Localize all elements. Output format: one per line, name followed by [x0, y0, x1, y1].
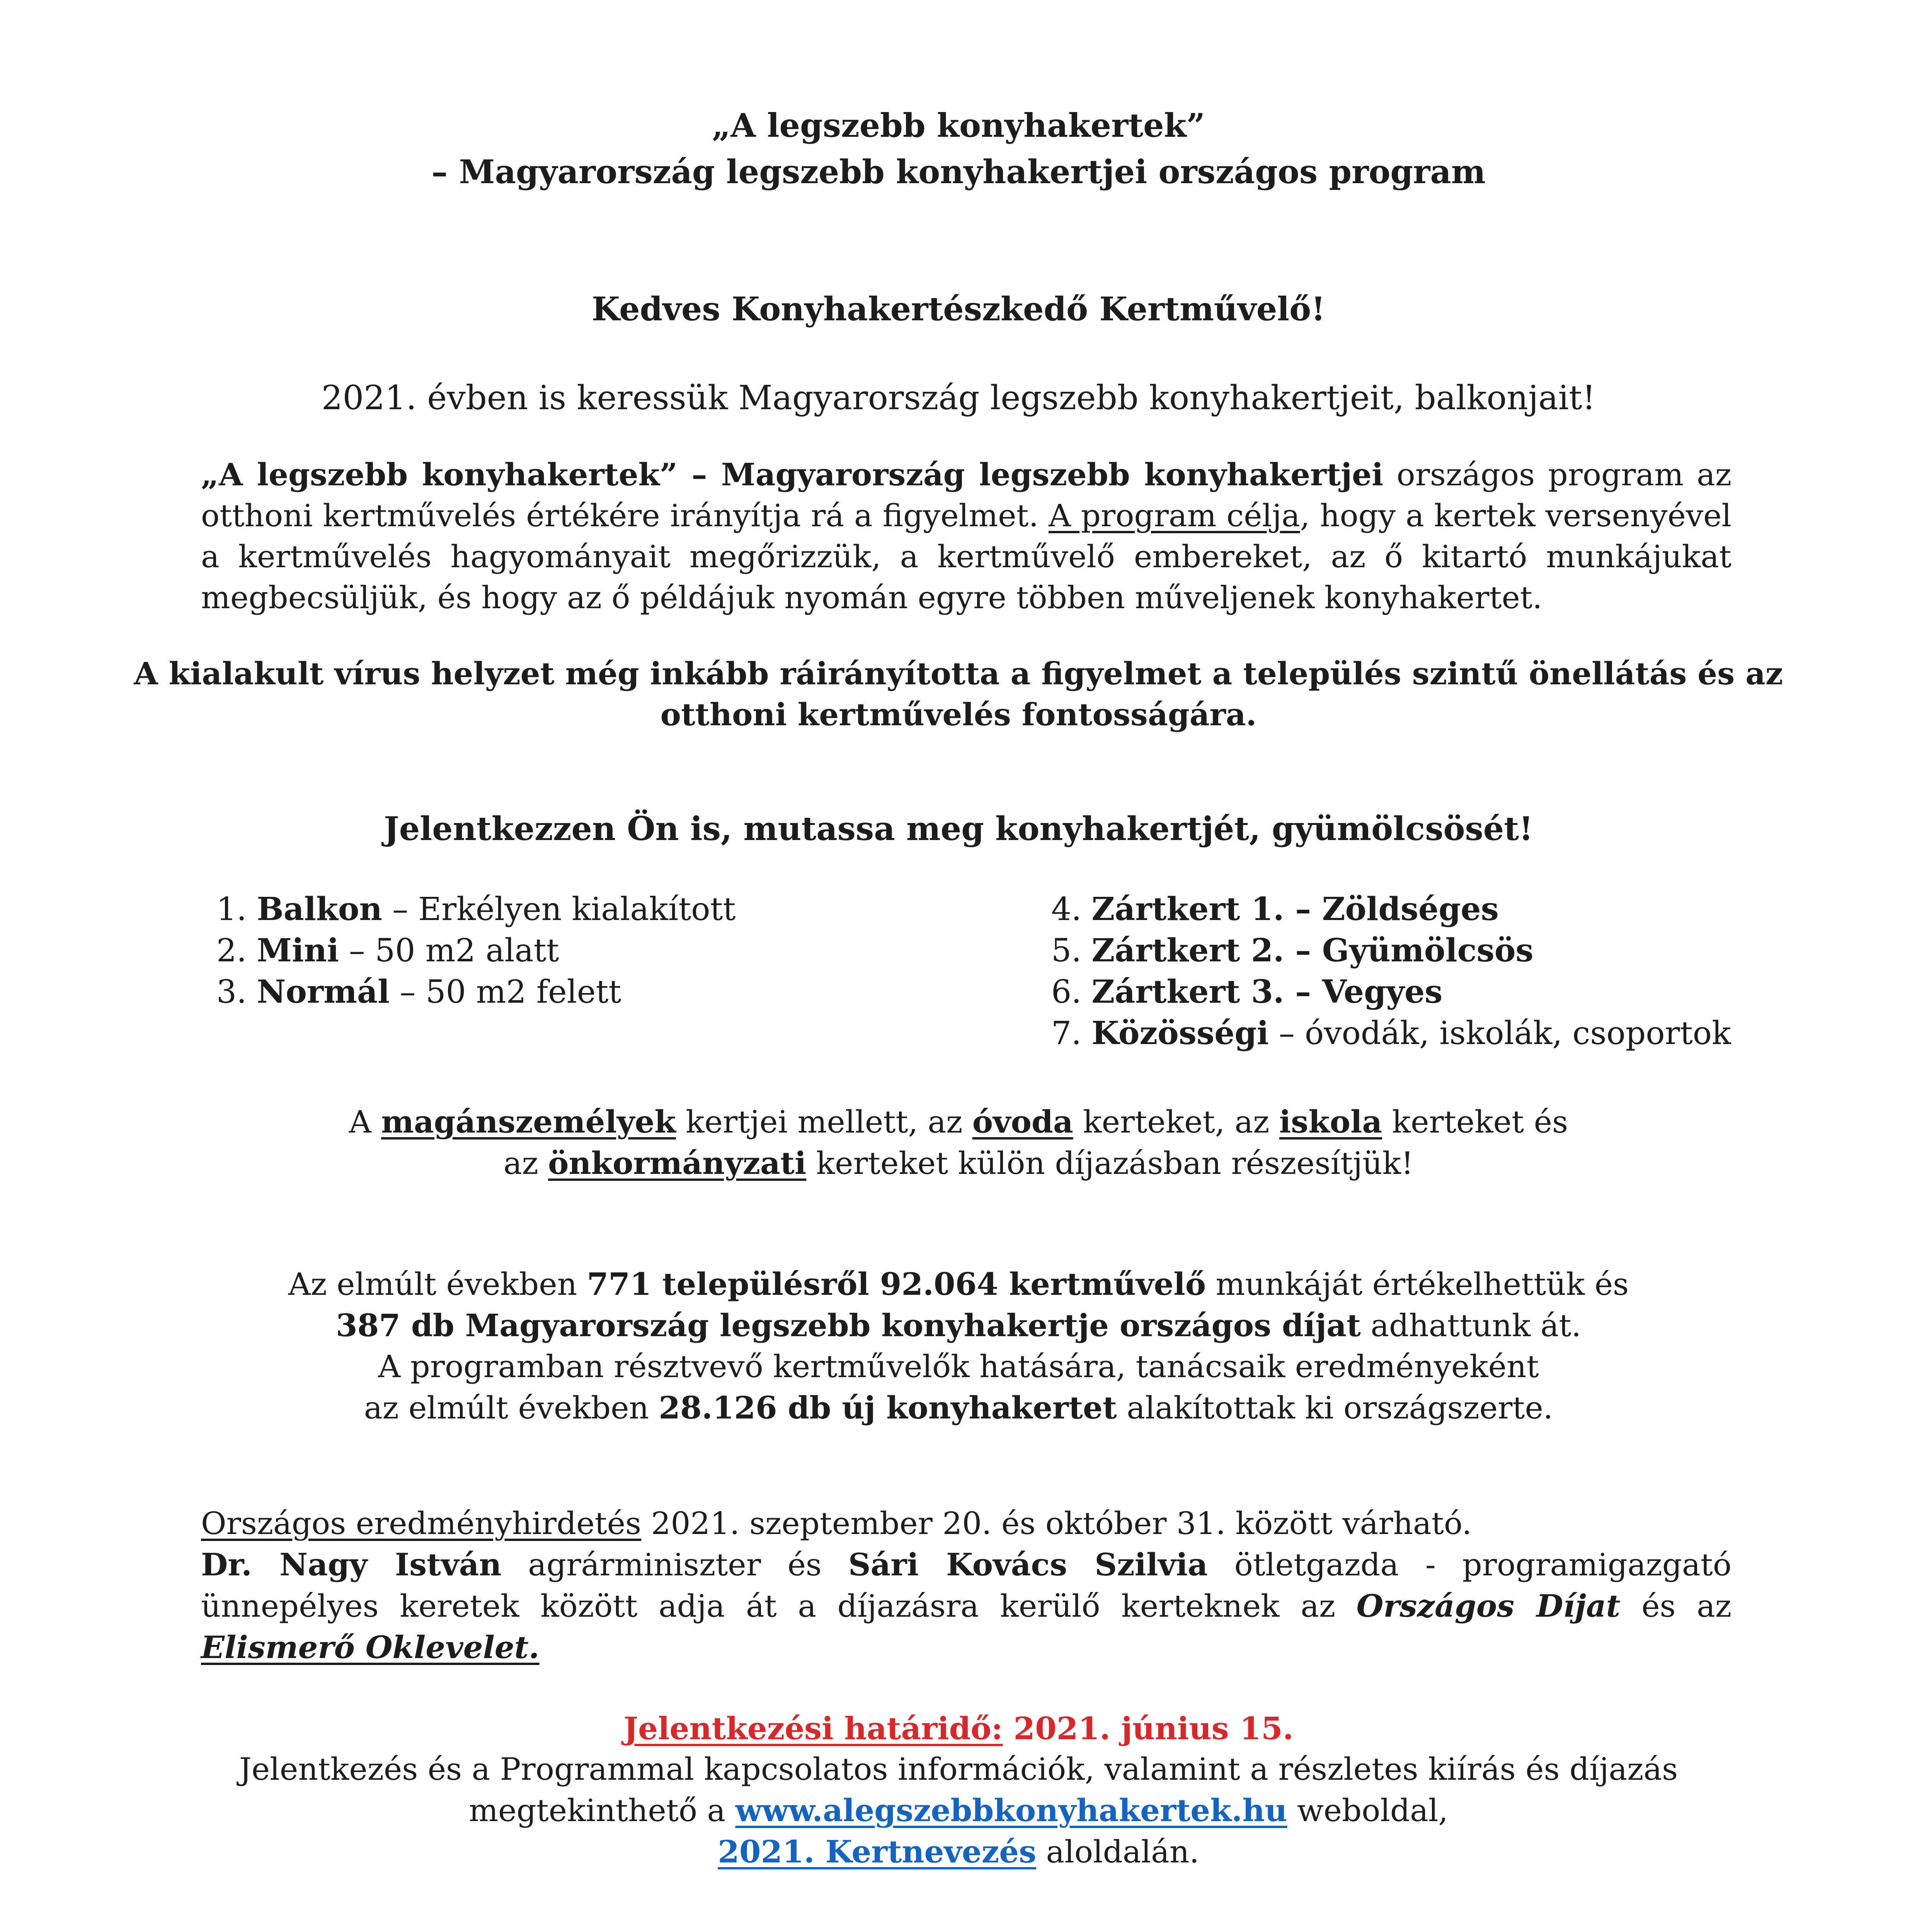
category-item: 3. Normál – 50 m2 felett [216, 973, 621, 1010]
category-item: 7. Közösségi – óvodák, iskolák, csoportok [1051, 1015, 1731, 1052]
category-item: 6. Zártkert 3. – Vegyes [1051, 973, 1443, 1010]
intro-program-goal: A program célja [1049, 498, 1300, 534]
kindergarten: óvoda [972, 1104, 1073, 1140]
statistics: Az elmúlt években 771 településről 92.064 kertművelő munkáját értékelhettük és 387 db Magyarország legszebb konyhakertje országos díjat adhattunk át. A programban résztvevő kertművelők hatására, tanácsaik eredményeként az elmúlt években 28.126 db új konyhakertet alakítottak ki országszerte. [288, 1266, 1629, 1426]
website-link[interactable]: www.alegszebbkonyhakertek.hu [735, 1792, 1287, 1828]
municipal: önkormányzati [548, 1145, 807, 1181]
virus-note [0, 653, 1917, 735]
category-item: 2. Mini – 50 m2 alatt [216, 932, 559, 969]
deadline-label: Jelentkezési határidő: [623, 1710, 1003, 1747]
intro-program-name: „A legszebb konyhakertek” – Magyarország legszebb konyhakertjei [201, 456, 1384, 493]
greeting: Kedves Konyhakertészkedő Kertművelő! [591, 290, 1326, 328]
category-item: 5. Zártkert 2. – Gyümölcsös [1051, 932, 1534, 969]
category-item: 4. Zártkert 1. – Zöldséges [1051, 891, 1499, 928]
title-line-2: – Magyarország legszebb konyhakertjei országos program [431, 153, 1486, 191]
category-item: 1. Balkon – Erkélyen kialakított [216, 891, 736, 928]
title-line-1: „A legszebb konyhakertek” [712, 106, 1205, 145]
minister-name: Dr. Nagy István [201, 1546, 502, 1583]
categories-left [216, 889, 989, 1013]
document-title [0, 102, 1917, 195]
private-persons: magánszemélyek [381, 1104, 676, 1140]
director-name: Sári Kovács Szilvia [848, 1546, 1208, 1583]
intro-text-1: országos program az otthoni kertművelés értékére irányítja rá a figyelmet. [201, 457, 1731, 534]
results-label: Országos eredményhirdetés [201, 1505, 642, 1541]
subpage-link[interactable]: 2021. Kertnevezés [718, 1833, 1037, 1870]
intro-text-2: , hogy a kertek versenyével a kertművelés hagyományait megőrizzük, a kertművelő embereket, az ő kitartó munkájukat megbecsüljük, és hogy az ő példájuk nyomán egyre többen műveljenek konyhakertet. [201, 498, 1731, 616]
results-announcement: Országos eredményhirdetés 2021. szeptember 20. és október 31. között várható. Dr. Nagy István agrárminiszter és Sári Kovács Szilvia ötletgazda - programigazgató ünnepélyes keretek között adja át a díjazásra kerülő kerteknek az Országos Díjat és az Elismerő Oklevelet. [201, 1505, 1732, 1665]
intro-paragraph [201, 454, 1731, 618]
awards-note: A magánszemélyek kertjei mellett, az óvoda kerteket, az iskola kerteket és az önkormányzati kerteket külön díjazásban részesítjük! [349, 1104, 1568, 1181]
virus-note-line-2: otthoni kertművelés fontosságára. [660, 696, 1257, 733]
deadline-block: Jelentkezési határidő: 2021. június 15. Jelentkezés és a Programmal kapcsolatos információk, valamint a részletes kiírás és díjazás megtekinthető a www.alegszebbkonyhakertek.hu weboldal, 2021. Kertnevezés aloldalán. [239, 1710, 1678, 1870]
virus-note-line-1: A kialakult vírus helyzet még inkább ráirányította a figyelmet a település szintű önellátás és az [134, 655, 1783, 692]
headline: 2021. évben is keressük Magyarország legszebb konyhakertjeit, balkonjait! [321, 379, 1596, 417]
call-to-apply: Jelentkezzen Ön is, mutassa meg konyhakertjét, gyümölcsösét! [384, 810, 1533, 848]
categories-right [1051, 889, 1824, 1054]
school: iskola [1279, 1104, 1382, 1140]
deadline-date: 2021. június 15. [1003, 1710, 1294, 1747]
